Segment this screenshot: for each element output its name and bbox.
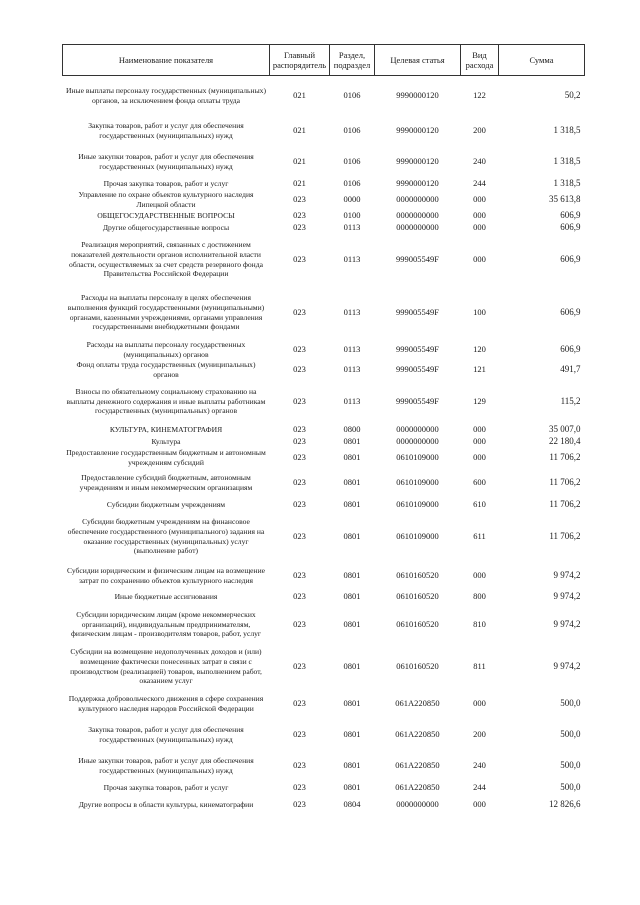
row-grbs: 023: [293, 395, 306, 406]
row-razdel: 0801: [343, 618, 361, 629]
row-expense-type: 200: [473, 124, 486, 135]
row-expense-type: 244: [473, 781, 486, 792]
table-row: [63, 190, 585, 210]
row-sum: 50,2: [564, 90, 581, 100]
row-name: Реализация мероприятий, связанных с достижением показателей деятельности органов исполнительной власти области, осуществляемых за счет средств резервного фонда Правительства Российской Федерации: [69, 240, 263, 279]
row-grbs: 023: [293, 476, 306, 487]
row-name: Другие вопросы в области культуры, кинематографии: [78, 799, 254, 809]
row-expense-type: 244: [473, 177, 486, 188]
row-target-article: 0610160520: [396, 569, 439, 580]
row-target-article: 0000000000: [396, 798, 439, 809]
table-row: [63, 448, 585, 468]
row-sum: 9 974,2: [553, 618, 581, 629]
row-grbs: 023: [293, 343, 306, 354]
row-expense-type: 000: [473, 253, 486, 264]
row-name: Фонд оплаты труда государственных (муниципальных) органов: [76, 359, 256, 379]
table-row: [63, 646, 585, 688]
row-expense-type: 811: [473, 660, 486, 671]
row-target-article: 0610160520: [396, 660, 439, 671]
row-expense-type: 000: [473, 451, 486, 462]
row-grbs: 023: [293, 193, 306, 204]
row-sum: 9 974,2: [553, 569, 581, 580]
row-sum: 606,9: [560, 221, 581, 232]
table-row: [63, 116, 585, 146]
row-target-article: 0610109000: [396, 476, 439, 487]
row-expense-type: 122: [473, 90, 486, 100]
row-grbs: 023: [293, 798, 306, 809]
row-sum: 115,2: [560, 395, 581, 406]
row-name: Закупка товаров, работ и услуг для обеспечения государственных (муниципальных) нужд: [88, 120, 244, 140]
row-razdel: 0113: [343, 221, 361, 232]
row-expense-type: 611: [473, 530, 486, 541]
row-razdel: 0801: [343, 435, 361, 446]
table-row: [63, 590, 585, 604]
row-grbs: 023: [293, 781, 306, 792]
row-expense-type: 200: [473, 728, 486, 739]
row-expense-type: 129: [473, 395, 486, 406]
table-row: [63, 688, 585, 720]
row-name: Иные бюджетные ассигнования: [114, 591, 218, 601]
header-grbs: Главный распорядитель: [270, 45, 330, 76]
row-expense-type: 610: [473, 498, 486, 509]
row-razdel: 0113: [343, 306, 361, 317]
row-name: Субсидии бюджетным учреждениям: [106, 499, 226, 509]
row-target-article: 0000000000: [396, 209, 439, 220]
row-sum: 500,0: [560, 728, 581, 739]
row-target-article: 061A220850: [395, 697, 440, 708]
table-row: [63, 720, 585, 750]
row-grbs: 023: [293, 451, 306, 462]
table-row: [63, 750, 585, 782]
row-name: Субсидии на возмещение недополученных доходов и (или) возмещение фактически понесенных затрат в связи с производством (реализацией) товаров, выполнением работ, оказанием услуг: [70, 647, 262, 686]
table-row: [63, 340, 585, 360]
row-sum: 606,9: [560, 209, 581, 220]
table-row: [63, 424, 585, 436]
row-sum: 1 318,5: [553, 155, 581, 166]
row-razdel: 0106: [343, 155, 361, 166]
row-razdel: 0801: [343, 759, 361, 770]
row-razdel: 0801: [343, 530, 361, 541]
row-target-article: 999005549F: [396, 395, 439, 406]
row-target-article: 0610109000: [396, 498, 439, 509]
row-name: Взносы по обязательному социальному страхованию на выплаты денежного содержания и иные выплаты работникам государственных (муниципальных) органов: [66, 387, 266, 416]
row-razdel: 0804: [343, 798, 361, 809]
row-sum: 606,9: [560, 306, 581, 317]
table-row: [63, 286, 585, 340]
row-target-article: 0610109000: [396, 451, 439, 462]
row-name: Прочая закупка товаров, работ и услуг: [103, 782, 229, 792]
row-expense-type: 000: [473, 193, 486, 204]
row-target-article: 9990000120: [396, 177, 439, 188]
table-row: [63, 222, 585, 234]
table-row: [63, 782, 585, 794]
row-grbs: 023: [293, 660, 306, 671]
row-name: Поддержка добровольческого движения в сфере сохранения культурного наследия народов Российской Федерации: [68, 693, 264, 713]
header-sum: Сумма: [499, 45, 585, 76]
row-target-article: 0610160520: [396, 590, 439, 601]
table-row: [63, 562, 585, 590]
row-grbs: 023: [293, 435, 306, 446]
row-razdel: 0100: [343, 209, 361, 220]
row-target-article: 061A220850: [395, 728, 440, 739]
row-razdel: 0113: [343, 363, 361, 374]
table-header-row: [63, 45, 585, 76]
row-expense-type: 000: [473, 569, 486, 580]
row-sum: 606,9: [560, 343, 581, 354]
row-razdel: 0801: [343, 569, 361, 580]
row-grbs: 021: [293, 90, 306, 100]
row-expense-type: 800: [473, 590, 486, 601]
row-expense-type: 240: [473, 759, 486, 770]
row-razdel: 0801: [343, 590, 361, 601]
row-grbs: 023: [293, 618, 306, 629]
row-target-article: 0000000000: [396, 221, 439, 232]
row-target-article: 999005549F: [396, 343, 439, 354]
row-sum: 1 318,5: [553, 124, 581, 135]
row-target-article: 999005549F: [396, 253, 439, 264]
row-sum: 500,0: [560, 781, 581, 792]
row-grbs: 023: [293, 590, 306, 601]
table-row: [63, 794, 585, 816]
row-grbs: 023: [293, 569, 306, 580]
row-expense-type: 000: [473, 221, 486, 232]
row-name: ОБЩЕГОСУДАРСТВЕННЫЕ ВОПРОСЫ: [97, 210, 235, 220]
row-sum: 11 706,2: [549, 530, 581, 541]
row-grbs: 023: [293, 253, 306, 264]
row-grbs: 023: [293, 363, 306, 374]
row-expense-type: 000: [473, 209, 486, 220]
row-grbs: 023: [293, 697, 306, 708]
row-expense-type: 000: [473, 697, 486, 708]
budget-table: [62, 44, 585, 816]
row-grbs: 023: [293, 728, 306, 739]
row-target-article: 0000000000: [396, 423, 439, 434]
row-grbs: 021: [293, 124, 306, 135]
row-razdel: 0106: [343, 177, 361, 188]
row-razdel: 0801: [343, 660, 361, 671]
row-grbs: 021: [293, 177, 306, 188]
table-row: [63, 436, 585, 448]
row-expense-type: 000: [473, 423, 486, 434]
table-row: [63, 512, 585, 562]
row-grbs: 023: [293, 221, 306, 232]
table-row: [63, 76, 585, 116]
table-row: [63, 380, 585, 424]
row-sum: 11 706,2: [549, 476, 581, 487]
row-razdel: 0801: [343, 476, 361, 487]
row-sum: 35 007,0: [549, 423, 581, 434]
row-name: Субсидии бюджетным учреждениям на финансовое обеспечение государственного (муниципального) задания на оказание государственных (муниципальных) услуг (выполнение работ): [67, 517, 265, 556]
row-name: Предоставление субсидий бюджетным, автономным учреждениям и иным некоммерческим организациям: [79, 472, 253, 492]
row-sum: 1 318,5: [553, 177, 581, 188]
row-grbs: 023: [293, 209, 306, 220]
row-expense-type: 120: [473, 343, 486, 354]
row-razdel: 0801: [343, 781, 361, 792]
row-name: Культура: [151, 436, 181, 446]
row-razdel: 0000: [343, 193, 361, 204]
row-name: Управление по охране объектов культурного наследия Липецкой области: [78, 189, 254, 209]
row-grbs: 021: [293, 155, 306, 166]
table-row: [63, 498, 585, 512]
table-row: [63, 604, 585, 646]
row-name: Прочая закупка товаров, работ и услуг: [103, 178, 229, 188]
header-name: Наименование показателя: [63, 45, 270, 76]
row-target-article: 9990000120: [396, 90, 439, 100]
row-target-article: 0000000000: [396, 193, 439, 204]
row-grbs: 023: [293, 423, 306, 434]
row-grbs: 023: [293, 530, 306, 541]
row-target-article: 061A220850: [395, 759, 440, 770]
table-body: [63, 76, 585, 816]
table-row: [63, 234, 585, 286]
row-expense-type: 810: [473, 618, 486, 629]
row-sum: 500,0: [560, 759, 581, 770]
row-target-article: 9990000120: [396, 124, 439, 135]
row-razdel: 0113: [343, 343, 361, 354]
row-expense-type: 000: [473, 435, 486, 446]
row-target-article: 999005549F: [396, 306, 439, 317]
row-razdel: 0801: [343, 451, 361, 462]
table-row: [63, 146, 585, 178]
row-razdel: 0113: [343, 253, 361, 264]
row-name: КУЛЬТУРА, КИНЕМАТОГРАФИЯ: [109, 424, 223, 434]
table-row: [63, 210, 585, 222]
row-sum: 11 706,2: [549, 451, 581, 462]
row-razdel: 0800: [343, 423, 361, 434]
row-target-article: 061A220850: [395, 781, 440, 792]
row-sum: 9 974,2: [553, 590, 581, 601]
row-name: Закупка товаров, работ и услуг для обеспечения государственных (муниципальных) нужд: [88, 724, 244, 744]
row-expense-type: 600: [473, 476, 486, 487]
row-grbs: 023: [293, 306, 306, 317]
row-target-article: 999005549F: [396, 363, 439, 374]
row-sum: 606,9: [560, 253, 581, 264]
table-row: [63, 178, 585, 190]
table-row: [63, 468, 585, 498]
row-sum: 22 180,4: [549, 435, 581, 446]
row-grbs: 023: [293, 498, 306, 509]
row-razdel: 0113: [343, 395, 361, 406]
row-name: Расходы на выплаты персоналу в целях обеспечения выполнения функций государственными (муниципальными) органами, казенными учреждениями, органами управления государственными внебюджетными фондами: [67, 293, 265, 332]
row-name: Расходы на выплаты персоналу государственных (муниципальных) органов: [86, 339, 246, 359]
row-sum: 35 613,8: [549, 193, 581, 204]
row-name: Субсидии юридическим и физическим лицам на возмещение затрат по сохранению объектов культурного наследия: [66, 565, 266, 585]
row-razdel: 0801: [343, 498, 361, 509]
row-expense-type: 121: [473, 363, 486, 374]
row-sum: 491,7: [560, 363, 581, 374]
row-target-article: 0000000000: [396, 435, 439, 446]
row-razdel: 0106: [343, 90, 361, 100]
row-target-article: 9990000120: [396, 155, 439, 166]
row-target-article: 0610160520: [396, 618, 439, 629]
row-name: Иные закупки товаров, работ и услуг для обеспечения государственных (муниципальных) нужд: [78, 151, 254, 171]
row-sum: 12 826,6: [549, 798, 581, 809]
row-sum: 9 974,2: [553, 660, 581, 671]
row-expense-type: 240: [473, 155, 486, 166]
row-expense-type: 100: [473, 306, 486, 317]
row-name: Иные закупки товаров, работ и услуг для обеспечения государственных (муниципальных) нужд: [78, 755, 254, 775]
row-razdel: 0106: [343, 124, 361, 135]
row-expense-type: 000: [473, 798, 486, 809]
row-name: Предоставление государственным бюджетным и автономным учреждениям субсидий: [66, 447, 266, 467]
row-grbs: 023: [293, 759, 306, 770]
row-name: Другие общегосударственные вопросы: [102, 222, 230, 232]
row-name: Иные выплаты персоналу государственных (муниципальных) органов, за исключением фонда оплаты труда: [65, 86, 267, 105]
row-sum: 11 706,2: [549, 498, 581, 509]
row-target-article: 0610109000: [396, 530, 439, 541]
table-row: [63, 360, 585, 380]
row-sum: 500,0: [560, 697, 581, 708]
header-razdel: Раздел, подраздел: [330, 45, 375, 76]
row-razdel: 0801: [343, 728, 361, 739]
row-name: Субсидии юридическим лицам (кроме некоммерческих организаций), индивидуальным предпринимателям, физическим лицам - производителям товаров, работ, услуг: [70, 610, 262, 639]
budget-table-sheet: [62, 44, 584, 816]
row-razdel: 0801: [343, 697, 361, 708]
header-expense-type: Вид расхода: [461, 45, 499, 76]
header-target-article: Целевая статья: [375, 45, 461, 76]
